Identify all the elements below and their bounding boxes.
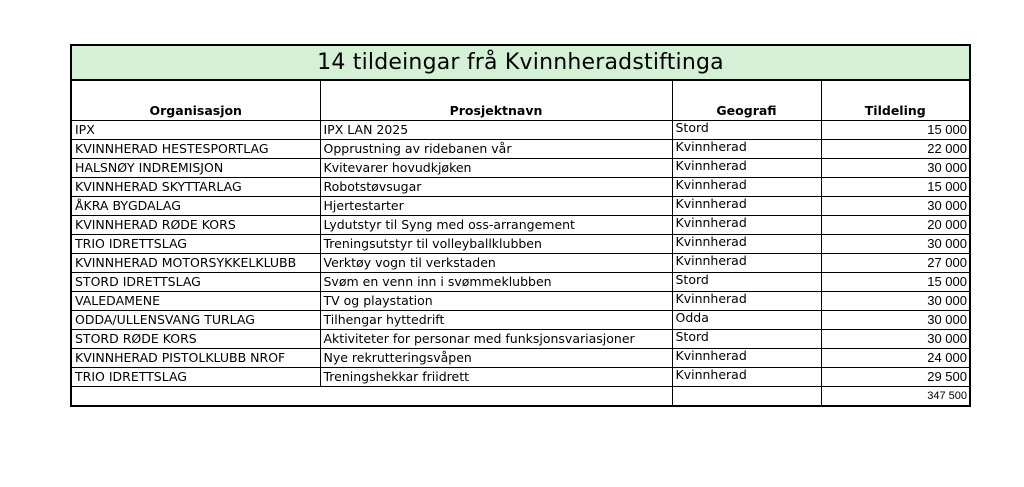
total-empty-cell <box>72 387 672 406</box>
cell-prosjektnavn: Opprustning av ridebanen vår <box>320 140 672 159</box>
cell-geografi: Kvinnherad <box>672 292 821 311</box>
cell-geografi: Stord <box>672 273 821 292</box>
header-geografi: Geografi <box>672 81 821 121</box>
cell-prosjektnavn: Aktiviteter for personar med funksjonsvariasjoner <box>320 330 672 349</box>
cell-geografi: Kvinnherad <box>672 178 821 197</box>
cell-organisasjon: STORD IDRETTSLAG <box>72 273 320 292</box>
table-row <box>72 311 969 330</box>
cell-tildeling: 15 000 <box>821 178 969 197</box>
cell-tildeling: 30 000 <box>821 311 969 330</box>
cell-prosjektnavn: IPX LAN 2025 <box>320 121 672 140</box>
total-empty-geo <box>672 387 821 406</box>
table-row <box>72 140 969 159</box>
cell-organisasjon: KVINNHERAD SKYTTARLAG <box>72 178 320 197</box>
cell-tildeling: 30 000 <box>821 330 969 349</box>
table-row <box>72 349 969 368</box>
cell-prosjektnavn: Tilhengar hyttedrift <box>320 311 672 330</box>
header-row <box>72 81 969 121</box>
cell-organisasjon: ODDA/ULLENSVANG TURLAG <box>72 311 320 330</box>
cell-organisasjon: HALSNØY INDREMISJON <box>72 159 320 178</box>
table-row <box>72 159 969 178</box>
cell-organisasjon: KVINNHERAD MOTORSYKKELKLUBB <box>72 254 320 273</box>
header-tildeling: Tildeling <box>821 81 969 121</box>
cell-tildeling: 24 000 <box>821 349 969 368</box>
header-organisasjon: Organisasjon <box>72 81 320 121</box>
table-row <box>72 368 969 387</box>
cell-tildeling: 30 000 <box>821 197 969 216</box>
table-row <box>72 292 969 311</box>
cell-organisasjon: KVINNHERAD RØDE KORS <box>72 216 320 235</box>
cell-prosjektnavn: Verktøy vogn til verkstaden <box>320 254 672 273</box>
cell-geografi: Kvinnherad <box>672 254 821 273</box>
table-row <box>72 273 969 292</box>
cell-organisasjon: IPX <box>72 121 320 140</box>
cell-prosjektnavn: Treningshekkar friidrett <box>320 368 672 387</box>
cell-prosjektnavn: Kvitevarer hovudkjøken <box>320 159 672 178</box>
table-title: 14 tildeingar frå Kvinnheradstiftinga <box>72 46 969 81</box>
table-row <box>72 121 969 140</box>
cell-organisasjon: TRIO IDRETTSLAG <box>72 368 320 387</box>
cell-prosjektnavn: TV og playstation <box>320 292 672 311</box>
total-row <box>72 387 969 406</box>
cell-tildeling: 15 000 <box>821 273 969 292</box>
cell-geografi: Kvinnherad <box>672 235 821 254</box>
cell-organisasjon: ÅKRA BYGDALAG <box>72 197 320 216</box>
header-prosjektnavn: Prosjektnavn <box>320 81 672 121</box>
table-row <box>72 235 969 254</box>
table-row <box>72 330 969 349</box>
cell-tildeling: 15 000 <box>821 121 969 140</box>
cell-tildeling: 22 000 <box>821 140 969 159</box>
cell-prosjektnavn: Hjertestarter <box>320 197 672 216</box>
cell-tildeling: 30 000 <box>821 159 969 178</box>
cell-tildeling: 27 000 <box>821 254 969 273</box>
cell-geografi: Kvinnherad <box>672 197 821 216</box>
cell-prosjektnavn: Lydutstyr til Syng med oss-arrangement <box>320 216 672 235</box>
cell-geografi: Kvinnherad <box>672 349 821 368</box>
cell-organisasjon: VALEDAMENE <box>72 292 320 311</box>
cell-tildeling: 29 500 <box>821 368 969 387</box>
cell-prosjektnavn: Svøm en venn inn i svømmeklubben <box>320 273 672 292</box>
grant-table <box>72 81 969 405</box>
cell-tildeling: 30 000 <box>821 292 969 311</box>
table-row <box>72 254 969 273</box>
cell-geografi: Kvinnherad <box>672 140 821 159</box>
cell-prosjektnavn: Nye rekrutteringsvåpen <box>320 349 672 368</box>
cell-organisasjon: KVINNHERAD HESTESPORTLAG <box>72 140 320 159</box>
cell-geografi: Stord <box>672 330 821 349</box>
cell-tildeling: 30 000 <box>821 235 969 254</box>
cell-organisasjon: KVINNHERAD PISTOLKLUBB NROF <box>72 349 320 368</box>
table-row <box>72 178 969 197</box>
cell-geografi: Kvinnherad <box>672 368 821 387</box>
table-row <box>72 197 969 216</box>
cell-tildeling: 20 000 <box>821 216 969 235</box>
cell-geografi: Stord <box>672 121 821 140</box>
cell-geografi: Kvinnherad <box>672 159 821 178</box>
cell-geografi: Kvinnherad <box>672 216 821 235</box>
cell-prosjektnavn: Treningsutstyr til volleyballklubben <box>320 235 672 254</box>
cell-organisasjon: TRIO IDRETTSLAG <box>72 235 320 254</box>
cell-geografi: Odda <box>672 311 821 330</box>
grant-table-sheet <box>70 44 971 407</box>
total-value: 347 500 <box>927 390 967 402</box>
cell-prosjektnavn: Robotstøvsugar <box>320 178 672 197</box>
table-row <box>72 216 969 235</box>
cell-organisasjon: STORD RØDE KORS <box>72 330 320 349</box>
